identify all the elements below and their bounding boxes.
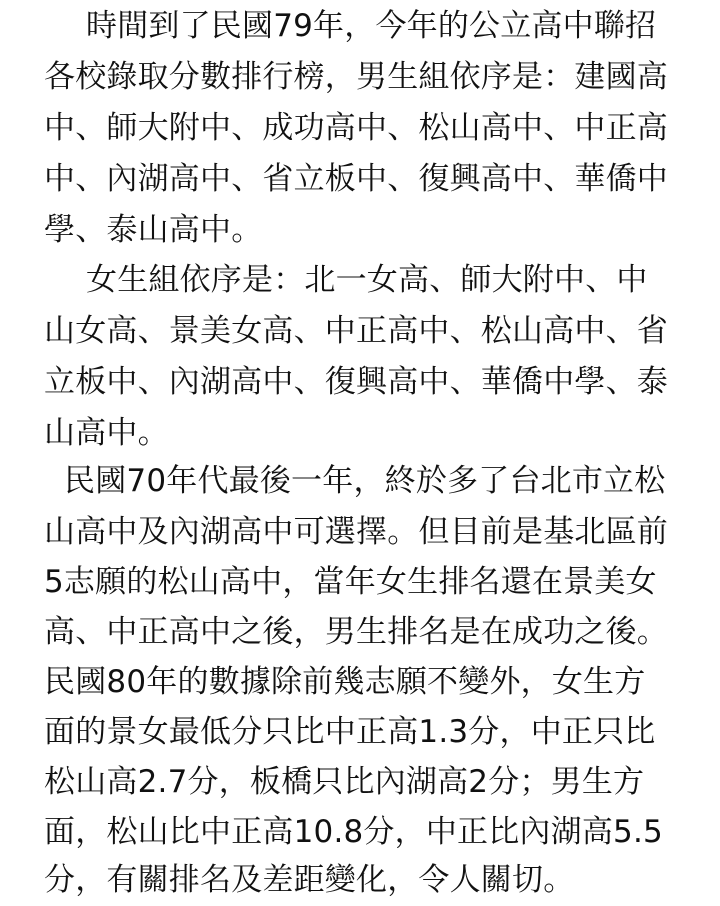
text-line: 時間到了民國79年，今年的公立高中聯招 bbox=[86, 8, 657, 44]
text-line: 各校錄取分數排行榜，男生組依序是：建國高 bbox=[44, 59, 668, 95]
text-line: 學、泰山高中。 bbox=[44, 212, 263, 248]
text-line: 中、師大附中、成功高中、松山高中、中正高 bbox=[44, 110, 668, 146]
text-line: 民國70年代最後一年，終於多了台北市立松 bbox=[64, 463, 666, 499]
text-line: 立板中、內湖高中、復興高中、華僑中學、泰 bbox=[44, 364, 668, 400]
text-line: 松山高2.7分，板橋只比內湖高2分；男生方 bbox=[44, 764, 645, 800]
text-line: 面的景女最低分只比中正高1.3分，中正只比 bbox=[44, 714, 656, 750]
text-line: 山女高、景美女高、中正高中、松山高中、省 bbox=[44, 313, 668, 349]
text-line: 女生組依序是：北一女高、師大附中、中 bbox=[86, 262, 648, 298]
text-line: 山高中。 bbox=[44, 415, 169, 451]
text-line: 中、內湖高中、省立板中、復興高中、華僑中 bbox=[44, 161, 668, 197]
text-line: 民國80年的數據除前幾志願不變外，女生方 bbox=[44, 664, 646, 700]
text-line: 山高中及內湖高中可選擇。但目前是基北區前 bbox=[44, 514, 668, 550]
text-line: 分，有關排名及差距變化，令人關切。 bbox=[44, 862, 575, 898]
text-line: 面，松山比中正高10.8分，中正比內湖高5.5 bbox=[44, 814, 663, 850]
text-line: 5志願的松山高中，當年女生排名還在景美女 bbox=[44, 564, 657, 600]
text-line: 高、中正高中之後，男生排名是在成功之後。 bbox=[44, 614, 668, 650]
